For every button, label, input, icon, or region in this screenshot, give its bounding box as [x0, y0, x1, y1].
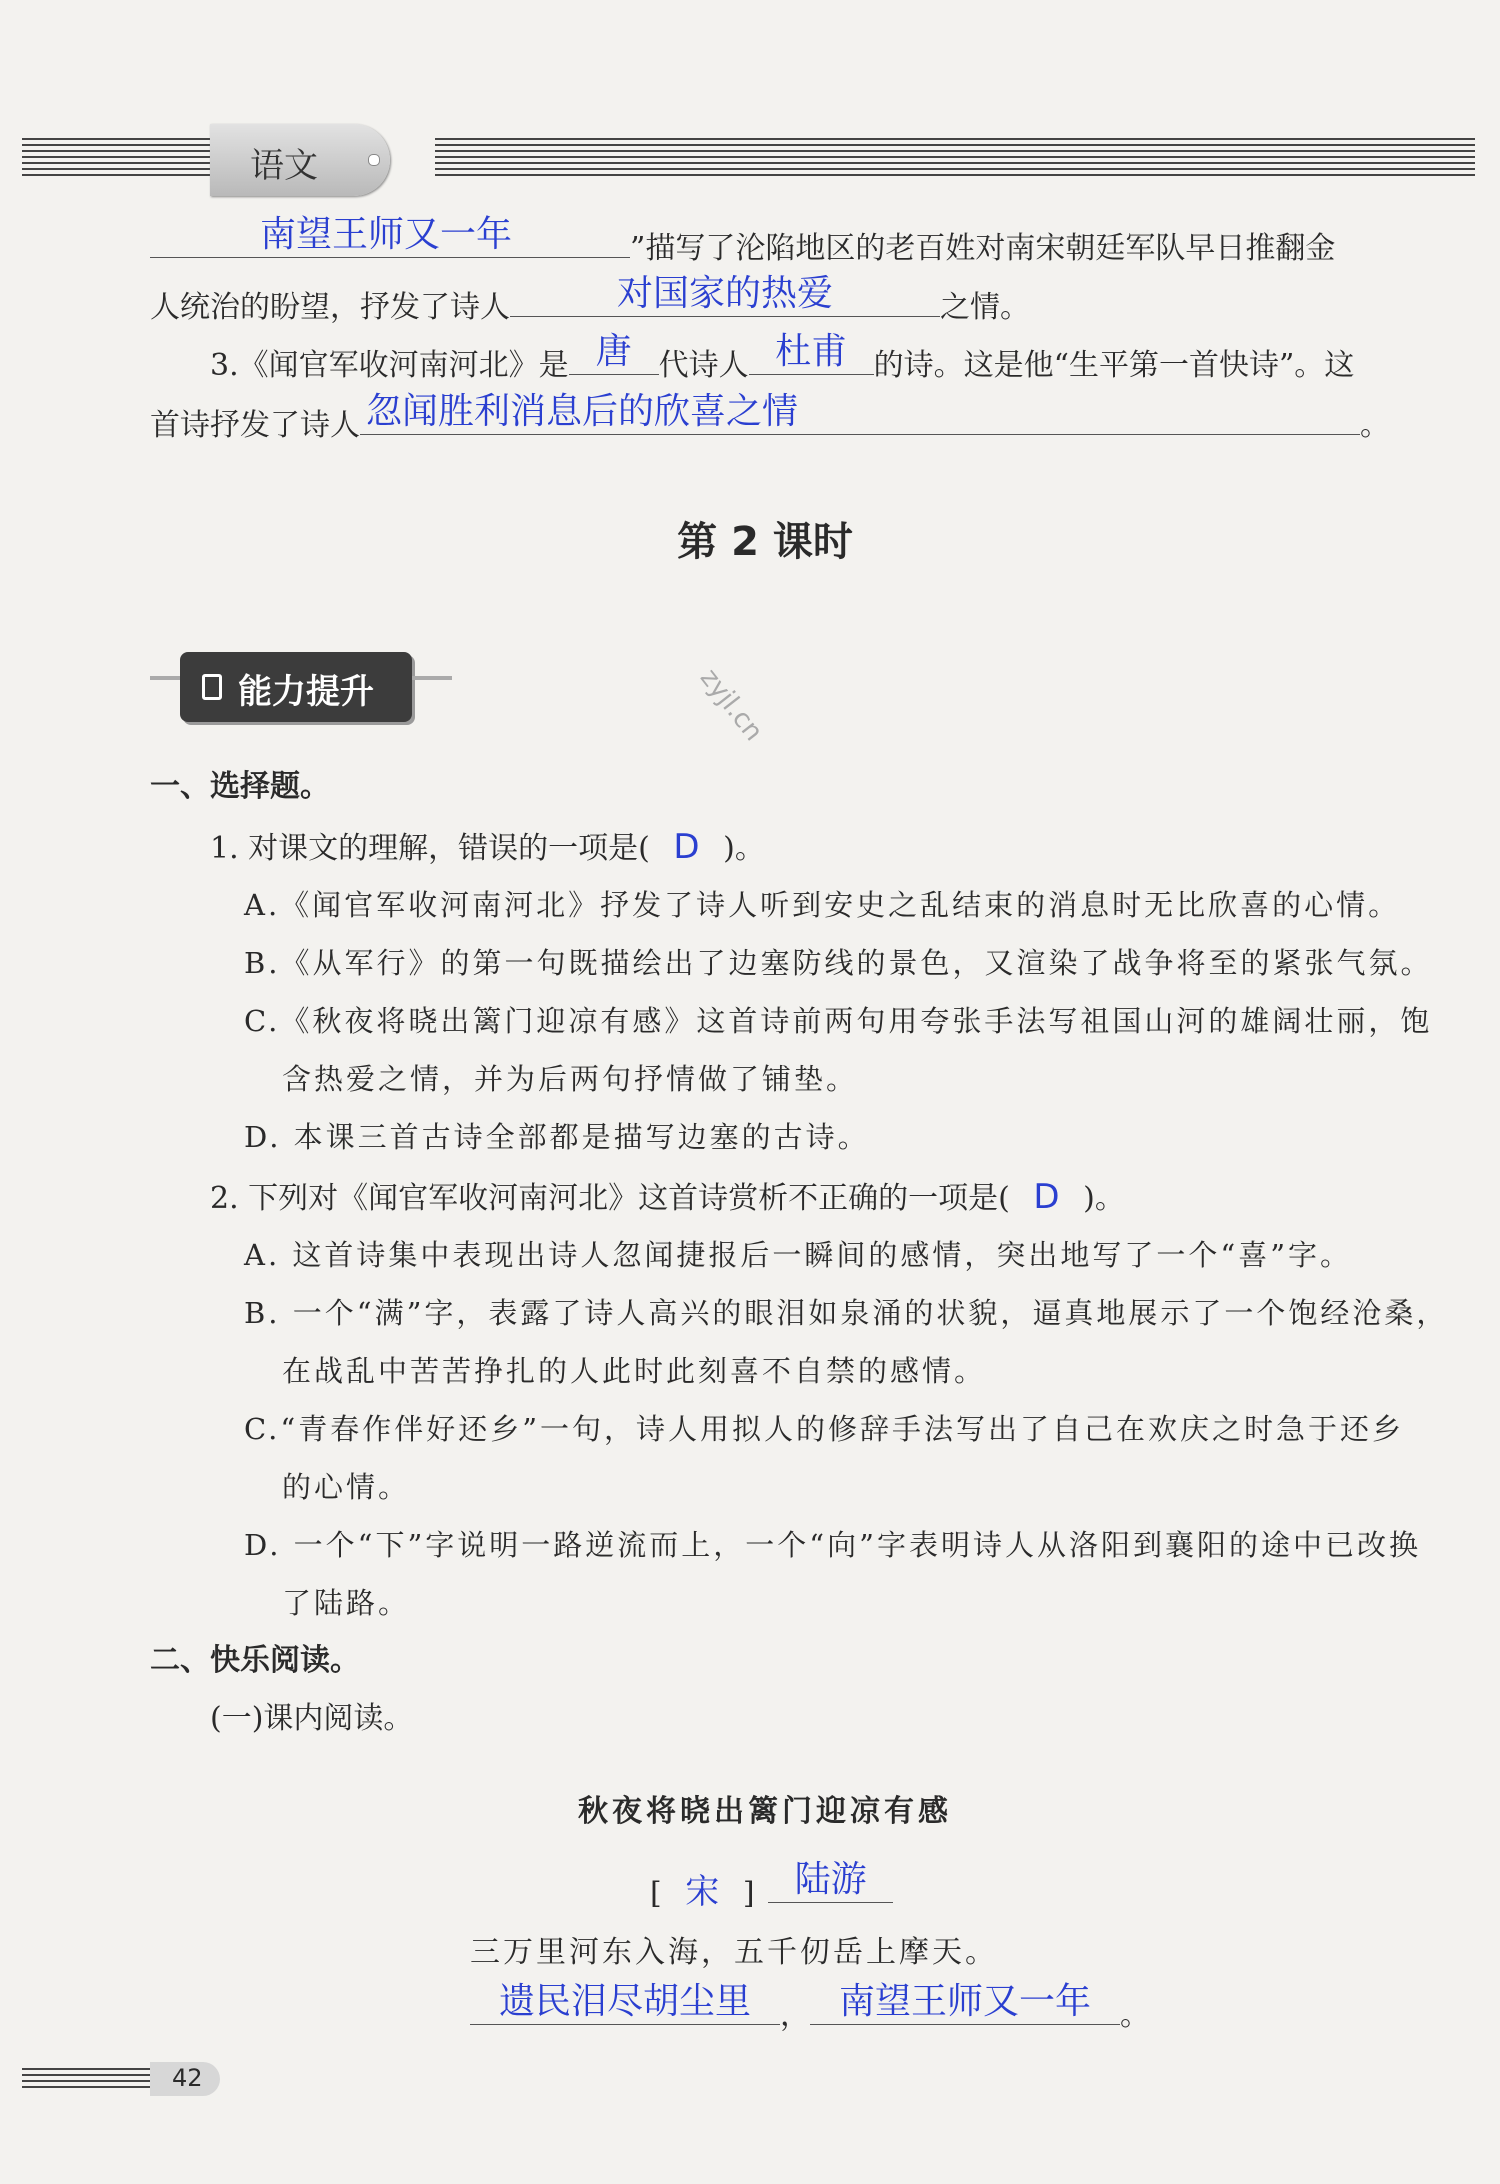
answer-author: 陆游 — [794, 1859, 867, 1900]
lesson-title: 第 2 课时 — [677, 519, 853, 565]
blank-author — [768, 1859, 893, 1903]
header-rule-left — [22, 138, 217, 178]
top-line-3 — [210, 331, 1355, 387]
top-line-4 — [150, 391, 1390, 447]
blank-emotion — [360, 391, 1360, 435]
blank-poem-line — [150, 214, 630, 258]
answer-poem-line: 南望王师又一年 — [260, 214, 513, 255]
top-line-2 — [150, 273, 1030, 329]
top-line-1 — [150, 214, 1336, 270]
answer-dynasty-poem: 宋 — [685, 1872, 720, 1912]
page-number: 42 — [172, 2064, 203, 2092]
header-rule-right — [435, 138, 1475, 178]
poem-line-1: 三万里河东入海，五千仞岳上摩天。 — [470, 1935, 998, 1970]
blank-poem-line-3 — [470, 1981, 780, 2025]
q2-option-b-cont: 在战乱中苦苦挣扎的人此时此刻喜不自禁的感情。 — [282, 1354, 987, 1388]
text-span: ”描写了沦陷地区的老百姓对南宋朝廷军队早日推翻金 — [630, 231, 1336, 266]
q1-option-b: B.《从军行》的第一句既描绘出了边塞防线的景色，又渲染了战争将至的紧张气氛。 — [244, 946, 1433, 980]
answer-q1: D — [673, 827, 700, 867]
poem-title: 秋夜将晓出篱门迎凉有感 — [578, 1794, 952, 1829]
q2-option-b: B. 一个“满”字，表露了诗人高兴的眼泪如泉涌的状貌，逼真地展示了一个饱经沧桑， — [244, 1296, 1449, 1330]
badge-rule-left — [150, 676, 180, 680]
blank-poet — [749, 331, 874, 375]
poem-line-2 — [470, 1981, 1150, 2037]
tab-dot-icon — [368, 154, 380, 166]
answer-emotion: 忽闻胜利消息后的欣喜之情 — [366, 391, 799, 432]
text-span: 。 — [1360, 408, 1390, 443]
q1-option-c: C.《秋夜将晓出篱门迎凉有感》这首诗前两句用夸张手法写祖国山河的雄阔壮丽，饱 — [244, 1004, 1433, 1038]
text-span: 的诗。这是他“生平第一首快诗”。这 — [873, 348, 1355, 383]
text-span: )。 — [1083, 1181, 1125, 1216]
answer-feeling: 对国家的热爱 — [616, 273, 833, 314]
question-1 — [210, 826, 765, 870]
text-span: 2. 下列对《闻官军收河南河北》这首诗赏析不正确的一项是( — [210, 1181, 1010, 1216]
section-badge — [180, 652, 412, 722]
q2-option-c-cont: 的心情。 — [282, 1470, 411, 1504]
blank-feeling — [510, 273, 940, 317]
part2-heading: 二、快乐阅读。 — [150, 1643, 360, 1678]
answer-poem-line-3: 遗民泪尽胡尘里 — [498, 1981, 751, 2022]
answer-poem-line-4: 南望王师又一年 — [838, 1981, 1091, 2022]
document-icon — [202, 674, 222, 700]
subject-label: 语文 — [250, 146, 318, 186]
badge-rule-right — [412, 676, 452, 680]
q2-option-d-cont: 了陆路。 — [282, 1586, 411, 1620]
q2-option-a: A. 这首诗集中表现出诗人忽闻捷报后一瞬间的感情，突出地写了一个“喜”字。 — [244, 1238, 1353, 1272]
q1-option-c-cont: 含热爱之情，并为后两句抒情做了铺垫。 — [282, 1062, 859, 1096]
question-2 — [210, 1176, 1125, 1220]
text-span: 代诗人 — [658, 348, 749, 383]
text-span: 3.《闻官军收河南河北》是 — [210, 348, 569, 383]
answer-dynasty: 唐 — [595, 331, 632, 372]
subject-tab — [210, 124, 390, 196]
poem-byline — [650, 1859, 893, 1915]
blank-dynasty — [569, 331, 659, 375]
q2-option-d: D. 一个“下”字说明一路逆流而上，一个“向”字表明诗人从洛阳到襄阳的途中已改换 — [244, 1528, 1421, 1562]
watermark: zyjl.cn — [694, 663, 769, 747]
blank-poem-line-4 — [810, 1981, 1120, 2025]
section-badge-label: 能力提升 — [238, 672, 374, 712]
text-span: 首诗抒发了诗人 — [150, 408, 360, 443]
q1-option-a: A.《闻官军收河南河北》抒发了诗人听到安史之乱结束的消息时无比欣喜的心情。 — [244, 888, 1401, 922]
part2-subheading: (一)课内阅读。 — [210, 1701, 414, 1736]
bracket-left: [ — [650, 1876, 662, 1911]
answer-q2: D — [1033, 1177, 1060, 1217]
text-span: 之情。 — [940, 290, 1030, 325]
footer-rule — [22, 2068, 152, 2090]
bracket-right: ] — [742, 1876, 755, 1911]
text-span: )。 — [723, 831, 765, 866]
text-span: 。 — [1120, 1998, 1150, 2033]
text-span: 1. 对课文的理解，错误的一项是( — [210, 831, 650, 866]
q2-option-c: C.“青春作伴好还乡”一句，诗人用拟人的修辞手法写出了自己在欢庆之时急于还乡 — [244, 1412, 1405, 1446]
q1-option-d: D. 本课三首古诗全部都是描写边塞的古诗。 — [244, 1120, 870, 1154]
text-span: 人统治的盼望，抒发了诗人 — [150, 290, 510, 325]
answer-poet: 杜甫 — [775, 331, 848, 372]
part1-heading: 一、选择题。 — [150, 769, 330, 804]
text-span: ， — [780, 1998, 810, 2033]
